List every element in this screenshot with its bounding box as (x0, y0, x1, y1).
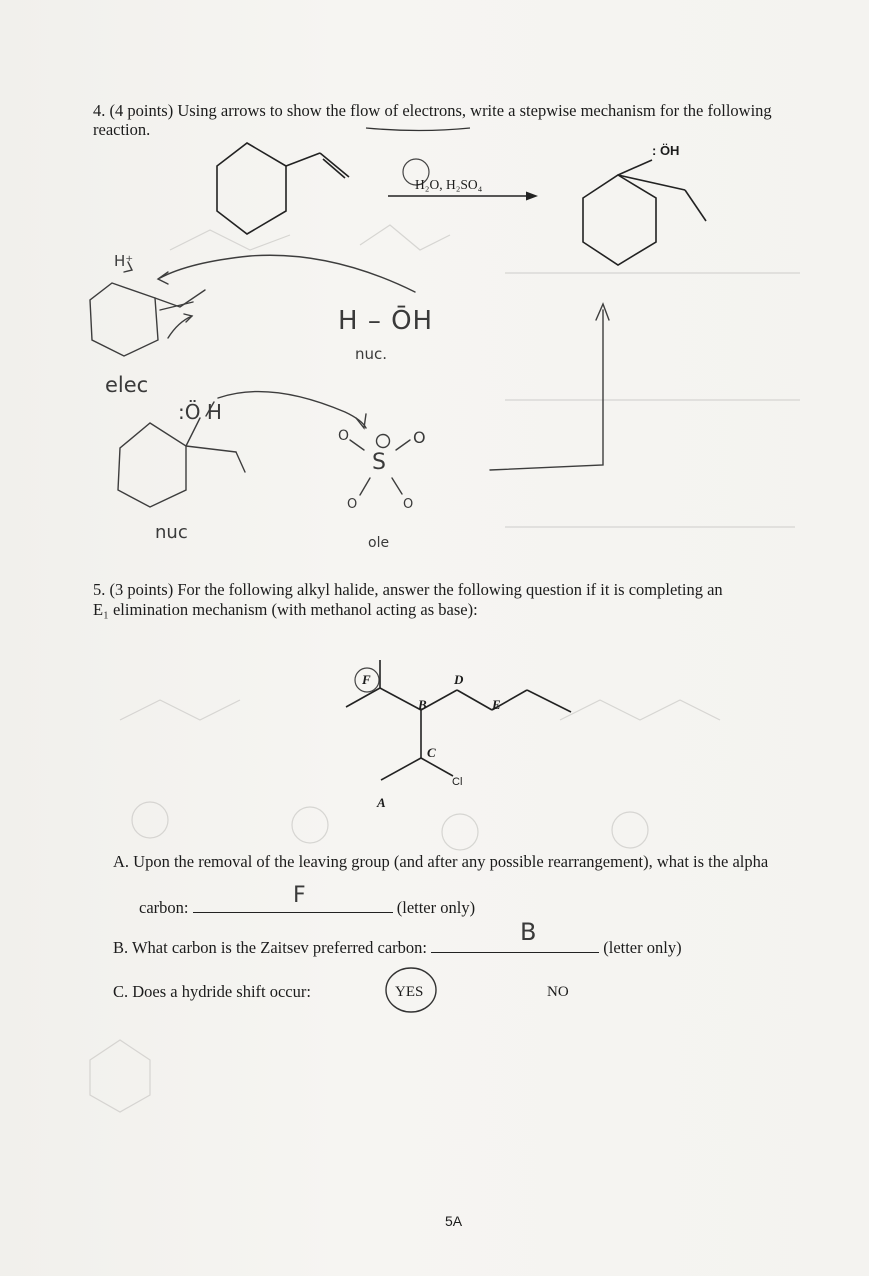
label-d: D (454, 672, 464, 687)
label-a: A (377, 795, 386, 810)
hw-ole: ole (368, 535, 390, 551)
q5b-prefix: B. What carbon is the Zaitsev preferred carbon: (113, 938, 427, 957)
q5b-suffix: (letter only) (603, 938, 682, 957)
label-c: C (427, 745, 436, 760)
reagents-label: H₂O, H₂SO₄ (415, 177, 483, 192)
hw-s: S (372, 450, 386, 475)
hw-elec: elec (105, 373, 149, 397)
hw-o2: O (413, 428, 426, 447)
hw-o4: O (403, 497, 414, 512)
hw-o3: O (347, 497, 358, 512)
page-number: 5A (445, 1213, 463, 1229)
q5a-line2 (139, 898, 475, 918)
q5b-line (113, 938, 682, 958)
q5a-answer: F (293, 883, 306, 908)
q5c-prefix: C. Does a hydride shift occur: (113, 982, 311, 1001)
q5a-prefix: carbon: (139, 898, 189, 917)
q5-prompt-line2: E₁ elimination mechanism (with methanol acting as base): (93, 600, 478, 619)
q5a-line1: A. Upon the removal of the leaving group (and after any possible rearrangement), what is the alpha (113, 852, 769, 871)
q4-prompt-line2: reaction. (93, 120, 151, 139)
q5a-answer-blank[interactable] (193, 912, 393, 913)
q5a-suffix: (letter only) (396, 898, 476, 917)
q5b-answer-blank[interactable] (431, 952, 599, 953)
product-oh-label: : ÖH (652, 143, 680, 158)
q5-prompt-line1: 5. (3 points) For the following alkyl halide, answer the following question if it is completing an (93, 580, 723, 599)
label-f: F (362, 672, 371, 687)
q4-prompt-line1: 4. (4 points) Using arrows to show the flow of electrons, write a stepwise mechanism for the following (93, 101, 772, 120)
q5c-yes-option[interactable]: YES (395, 984, 424, 1000)
label-cl: Cl (452, 776, 463, 788)
hw-h-plus: H⁺ (114, 252, 134, 270)
label-e: E (492, 697, 501, 712)
q5b-answer: B (520, 918, 537, 946)
hw-nuc-1: nuc. (355, 345, 388, 363)
label-b: B (418, 697, 427, 712)
hw-o1: O (338, 428, 350, 444)
hw-oh-h: :Ö H (178, 400, 222, 424)
hw-h-oh: H – ŌH (338, 306, 434, 336)
hw-nuc-2: nuc (155, 522, 188, 543)
q5c-no-option[interactable]: NO (547, 984, 569, 1000)
